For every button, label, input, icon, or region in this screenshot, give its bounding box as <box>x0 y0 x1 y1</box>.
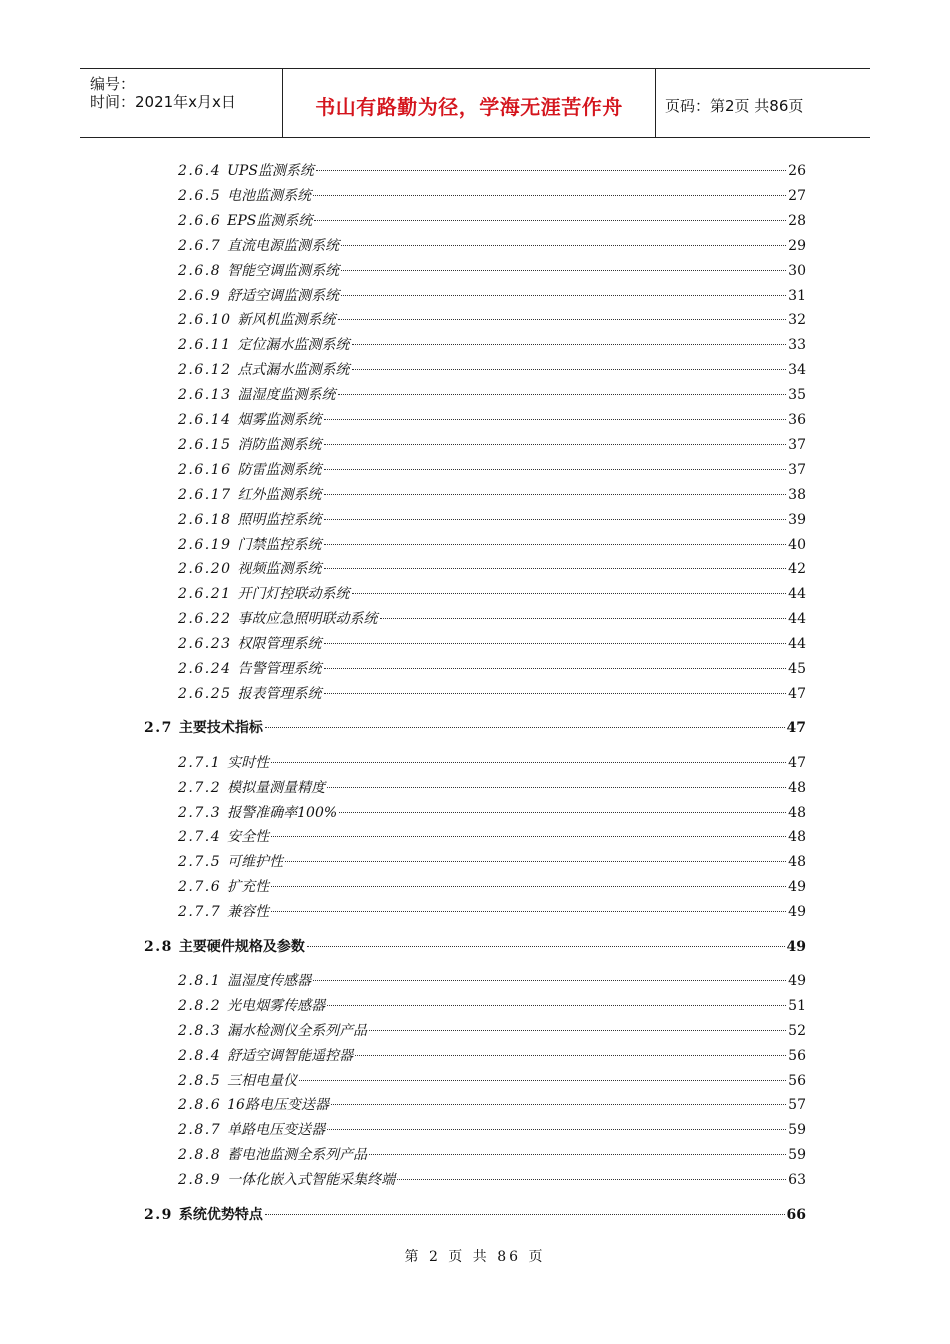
toc-entry-number: 2.6.8 <box>178 262 222 279</box>
toc-entry-page: 48 <box>788 779 806 796</box>
toc-leader-dots <box>316 170 786 171</box>
toc-entry-number: 2.8.4 <box>178 1047 222 1064</box>
toc-entry[interactable] <box>144 1204 806 1226</box>
toc-entry[interactable] <box>178 509 806 531</box>
toc-entry-page: 45 <box>788 661 806 677</box>
toc-entry-page: 49 <box>788 904 806 921</box>
toc-entry-title: 门禁监控系统 <box>237 536 322 553</box>
toc-entry-number: 2.8.2 <box>178 997 222 1014</box>
toc-entry-number: 2.8.7 <box>178 1122 222 1139</box>
toc-entry-number: 2.6.22 <box>178 611 232 628</box>
toc-entry-number: 2.6.10 <box>178 312 232 329</box>
toc-entry[interactable] <box>178 1169 806 1191</box>
toc-entry[interactable] <box>178 160 806 182</box>
toc-entry-title: 三相电量仪 <box>227 1072 298 1089</box>
toc-entry[interactable] <box>178 409 806 431</box>
toc-entry-title: 舒适空调监测系统 <box>227 287 340 304</box>
toc-entry-title: 舒适空调智能遥控器 <box>227 1047 354 1064</box>
toc-entry-page: 28 <box>788 212 806 229</box>
toc-entry-title: 主要硬件规格及参数 <box>178 938 305 955</box>
toc-entry-page: 47 <box>788 754 806 771</box>
toc-entry-number: 2.6.25 <box>178 685 232 702</box>
toc-entry-number: 2.6.21 <box>178 586 232 603</box>
toc-entry[interactable] <box>178 534 806 556</box>
toc-entry-number: 2.6.12 <box>178 362 232 379</box>
toc-entry-title: 蓄电池监测全系列产品 <box>227 1147 368 1164</box>
toc-entry-page: 48 <box>788 854 806 871</box>
toc-entry-page: 56 <box>788 1047 806 1064</box>
toc-entry-title: 定位漏水监测系统 <box>237 337 350 354</box>
toc-entry-title: 报警准确率100% <box>227 804 338 821</box>
toc-entry-page: 26 <box>788 163 806 179</box>
toc-leader-dots <box>271 762 786 763</box>
toc-leader-dots <box>369 1154 786 1155</box>
toc-entry-page: 47 <box>788 685 806 702</box>
toc-entry[interactable] <box>178 334 806 356</box>
toc-leader-dots <box>324 668 787 669</box>
toc-leader-dots <box>313 195 786 196</box>
toc-entry-page: 32 <box>788 312 806 329</box>
toc-leader-dots <box>338 319 787 320</box>
toc-entry[interactable] <box>178 802 806 824</box>
toc-leader-dots <box>327 1129 786 1130</box>
toc-entry-number: 2.6.18 <box>178 511 232 528</box>
motto-text: 书山有路勤为径，学海无涯苦作舟 <box>315 95 623 119</box>
toc-entry-number: 2.6.7 <box>178 237 222 254</box>
toc-entry-title: 兼容性 <box>227 904 270 921</box>
toc-entry-page: 27 <box>788 187 806 204</box>
toc-entry-page: 33 <box>788 337 806 354</box>
toc-entry-page: 40 <box>788 536 806 553</box>
toc-entry[interactable] <box>178 1094 806 1116</box>
toc-entry-number: 2.8 <box>144 938 173 955</box>
toc-leader-dots <box>324 419 787 420</box>
toc-entry-number: 2.6.20 <box>178 561 232 578</box>
toc-entry[interactable] <box>178 608 806 630</box>
toc-entry[interactable] <box>178 210 806 232</box>
toc-entry-title: 温湿度监测系统 <box>237 387 336 404</box>
toc-entry-page: 59 <box>788 1147 806 1164</box>
toc-entry-title: 漏水检测仪全系列产品 <box>227 1022 368 1039</box>
toc-entry-page: 35 <box>788 387 806 404</box>
toc-entry-title: 报表管理系统 <box>237 685 322 702</box>
toc-leader-dots <box>352 369 787 370</box>
toc-leader-dots <box>307 946 785 947</box>
toc-entry-page: 44 <box>788 586 806 603</box>
toc-entry-number: 2.6.24 <box>178 661 232 677</box>
toc-entry-number: 2.7.4 <box>178 829 222 846</box>
toc-entry-number: 2.6.16 <box>178 461 232 478</box>
page-header <box>80 68 870 138</box>
toc-leader-dots <box>324 444 787 445</box>
toc-entry-number: 2.6.6 <box>178 212 222 229</box>
toc-entry-page: 34 <box>788 362 806 379</box>
toc-leader-dots <box>380 618 787 619</box>
toc-entry-page: 56 <box>788 1072 806 1089</box>
toc-entry-page: 30 <box>788 262 806 279</box>
toc-entry-title: 点式漏水监测系统 <box>237 362 350 379</box>
code-label: 编号： <box>90 75 136 93</box>
toc-leader-dots <box>285 861 786 862</box>
toc-entry-title: 告警管理系统 <box>237 661 322 677</box>
toc-entry-title: 新风机监测系统 <box>237 312 336 329</box>
toc-entry-number: 2.6.15 <box>178 436 232 453</box>
toc-entry[interactable] <box>178 1119 806 1141</box>
toc-entry-page: 51 <box>788 997 806 1014</box>
toc-leader-dots <box>314 220 786 221</box>
toc-entry-number: 2.6.11 <box>178 337 232 354</box>
toc-entry-title: 主要技术指标 <box>178 720 263 737</box>
toc-entry[interactable] <box>178 901 806 923</box>
toc-leader-dots <box>271 836 786 837</box>
toc-entry-number: 2.6.4 <box>178 163 222 179</box>
toc-entry-title: 单路电压变送器 <box>227 1122 326 1139</box>
toc-entry-page: 57 <box>788 1097 806 1114</box>
toc-entry-page: 39 <box>788 511 806 528</box>
toc-entry-number: 2.7.7 <box>178 904 222 921</box>
toc-entry[interactable] <box>178 285 806 307</box>
toc-entry-title: 视频监测系统 <box>237 561 322 578</box>
toc-entry-number: 2.8.8 <box>178 1147 222 1164</box>
toc-entry-number: 2.6.23 <box>178 636 232 653</box>
toc-entry-title: 红外监测系统 <box>237 486 322 503</box>
toc-entry-title: 模拟量测量精度 <box>227 779 326 796</box>
toc-entry-page: 44 <box>788 636 806 653</box>
toc-leader-dots <box>341 295 786 296</box>
toc-leader-dots <box>299 1080 786 1081</box>
toc-entry[interactable] <box>144 717 806 739</box>
toc-entry[interactable] <box>178 851 806 873</box>
toc-leader-dots <box>369 1030 786 1031</box>
toc-entry[interactable] <box>178 777 806 799</box>
toc-entry[interactable] <box>178 583 806 605</box>
toc-entry[interactable] <box>178 658 806 680</box>
toc-entry-page: 47 <box>786 720 806 737</box>
toc-entry-title: 系统优势特点 <box>178 1206 263 1223</box>
toc-entry-number: 2.6.19 <box>178 536 232 553</box>
toc-entry[interactable] <box>144 936 806 958</box>
page-counter: 页码：第2页 共86页 <box>665 97 804 115</box>
toc-entry[interactable] <box>178 558 806 580</box>
toc-leader-dots <box>341 245 786 246</box>
toc-leader-dots <box>338 394 787 395</box>
toc-entry-title: 照明监控系统 <box>237 511 322 528</box>
toc-entry-title: 温湿度传感器 <box>227 972 312 989</box>
toc-entry-number: 2.7.6 <box>178 879 222 896</box>
toc-leader-dots <box>324 494 787 495</box>
toc-entry[interactable] <box>178 876 806 898</box>
toc-leader-dots <box>265 727 785 728</box>
toc-entry-number: 2.6.5 <box>178 187 222 204</box>
toc-entry-page: 37 <box>788 461 806 478</box>
toc-leader-dots <box>352 344 787 345</box>
toc-entry-number: 2.7.5 <box>178 854 222 871</box>
toc-entry-number: 2.7.3 <box>178 804 222 821</box>
toc-entry-number: 2.8.6 <box>178 1097 222 1114</box>
toc-entry-title: 16路电压变送器 <box>227 1097 329 1114</box>
toc-entry-title: 烟雾监测系统 <box>237 412 322 428</box>
toc-leader-dots <box>355 1055 786 1056</box>
toc-leader-dots <box>324 568 787 569</box>
toc-entry-title: UPS监测系统 <box>227 163 314 179</box>
toc-leader-dots <box>271 886 786 887</box>
toc-entry[interactable] <box>178 459 806 481</box>
toc-entry-number: 2.8.9 <box>178 1172 222 1189</box>
toc-entry-title: 权限管理系统 <box>237 636 322 653</box>
toc-entry[interactable] <box>178 434 806 456</box>
toc-entry-page: 66 <box>786 1206 806 1223</box>
header-page-cell <box>655 69 870 137</box>
toc-entry[interactable] <box>178 970 806 992</box>
toc-entry-title: 直流电源监测系统 <box>227 237 340 254</box>
toc-leader-dots <box>324 519 787 520</box>
toc-entry-title: 扩充性 <box>227 879 270 896</box>
toc-entry-title: 实时性 <box>227 754 270 771</box>
toc-entry-title: 可维护性 <box>227 854 284 871</box>
toc-leader-dots <box>327 1005 786 1006</box>
toc-entry-number: 2.6.9 <box>178 287 222 304</box>
toc-entry[interactable] <box>178 1144 806 1166</box>
toc-entry-number: 2.7.1 <box>178 754 222 771</box>
toc-entry[interactable] <box>178 260 806 282</box>
toc-entry-number: 2.8.1 <box>178 972 222 989</box>
toc-entry[interactable] <box>178 995 806 1017</box>
toc-leader-dots <box>324 544 787 545</box>
toc-entry-page: 38 <box>788 486 806 503</box>
toc-entry[interactable] <box>178 185 806 207</box>
toc-entry[interactable] <box>178 384 806 406</box>
toc-entry-page: 44 <box>788 611 806 628</box>
toc-entry[interactable] <box>178 752 806 774</box>
toc-leader-dots <box>327 787 786 788</box>
toc-entry[interactable] <box>178 1045 806 1067</box>
toc-entry[interactable] <box>178 1070 806 1092</box>
toc-entry-number: 2.8.3 <box>178 1022 222 1039</box>
toc-entry-page: 37 <box>788 436 806 453</box>
toc-entry-number: 2.6.13 <box>178 387 232 404</box>
toc-entry[interactable] <box>178 633 806 655</box>
toc-leader-dots <box>397 1179 786 1180</box>
toc-entry[interactable] <box>178 359 806 381</box>
toc-entry-page: 29 <box>788 237 806 254</box>
toc-leader-dots <box>271 911 786 912</box>
header-motto-cell <box>282 69 656 137</box>
toc-entry-title: 防雷监测系统 <box>237 461 322 478</box>
toc-leader-dots <box>265 1214 785 1215</box>
toc-leader-dots <box>352 593 787 594</box>
toc-entry-number: 2.6.17 <box>178 486 232 503</box>
toc-entry-page: 49 <box>788 972 806 989</box>
toc-leader-dots <box>339 812 786 813</box>
toc-entry-number: 2.6.14 <box>178 412 232 428</box>
toc-entry[interactable] <box>178 235 806 257</box>
toc-entry-title: 安全性 <box>227 829 270 846</box>
toc-entry-number: 2.7.2 <box>178 779 222 796</box>
toc-leader-dots <box>324 469 787 470</box>
toc-entry-title: 开门灯控联动系统 <box>237 586 350 603</box>
toc-leader-dots <box>324 643 787 644</box>
toc-entry-title: 智能空调监测系统 <box>227 262 340 279</box>
toc-entry-page: 59 <box>788 1122 806 1139</box>
toc-entry[interactable] <box>178 683 806 705</box>
header-meta-cell <box>80 69 282 137</box>
toc-leader-dots <box>324 693 787 694</box>
toc-entry-number: 2.7 <box>144 720 173 737</box>
toc-entry-title: 电池监测系统 <box>227 187 312 204</box>
toc-entry[interactable] <box>178 484 806 506</box>
toc-leader-dots <box>341 270 786 271</box>
toc-entry-page: 42 <box>788 561 806 578</box>
toc-entry[interactable] <box>178 826 806 848</box>
toc-entry[interactable] <box>178 1020 806 1042</box>
time-label: 时间：2021年x月x日 <box>90 93 236 111</box>
toc-entry-title: 光电烟雾传感器 <box>227 997 326 1014</box>
toc-leader-dots <box>313 980 786 981</box>
toc-entry-page: 49 <box>788 879 806 896</box>
toc-entry-page: 48 <box>788 804 806 821</box>
toc-entry-page: 49 <box>786 938 806 955</box>
toc-entry-page: 36 <box>788 412 806 428</box>
toc-entry[interactable] <box>178 309 806 331</box>
toc-entry-page: 63 <box>788 1172 806 1189</box>
page-footer: 第 2 页 共 86 页 <box>404 1249 546 1265</box>
toc-leader-dots <box>331 1104 786 1105</box>
toc-entry-number: 2.9 <box>144 1206 173 1223</box>
toc-entry-number: 2.8.5 <box>178 1072 222 1089</box>
toc-entry-title: EPS监测系统 <box>227 212 313 229</box>
toc-entry-page: 31 <box>788 287 806 304</box>
toc-entry-title: 一体化嵌入式智能采集终端 <box>227 1172 396 1189</box>
toc-entry-title: 事故应急照明联动系统 <box>237 611 378 628</box>
toc-entry-title: 消防监测系统 <box>237 436 322 453</box>
toc-entry-page: 52 <box>788 1022 806 1039</box>
toc-entry-page: 48 <box>788 829 806 846</box>
